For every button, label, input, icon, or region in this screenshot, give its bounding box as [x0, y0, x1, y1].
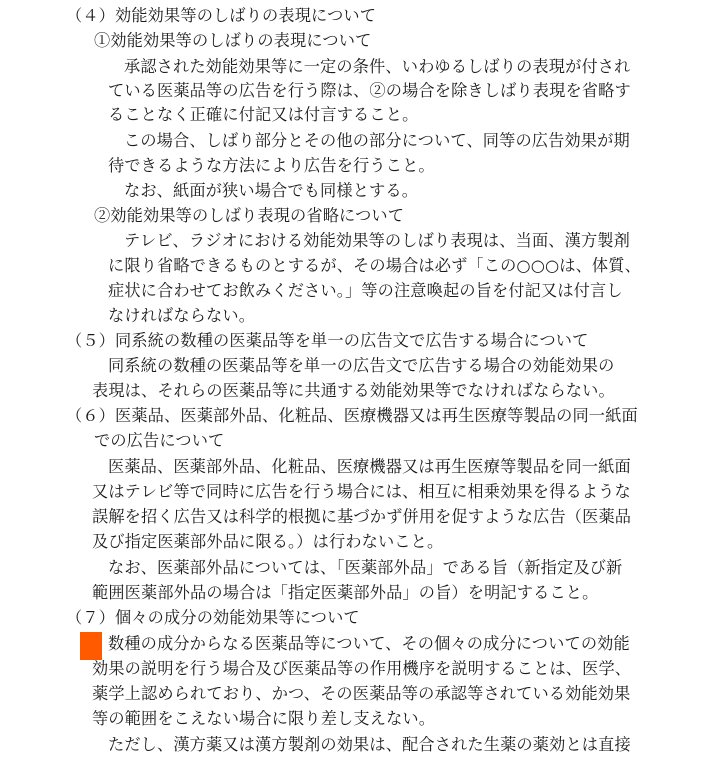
paragraph-line: なければならない。: [108, 306, 256, 325]
paragraph-line: 表現は、それらの医薬品等に共通する効能効果等でなければならない。: [92, 381, 615, 400]
paragraph-line: 症状に合わせてお飲みください。」等の注意喚起の旨を付記又は付言し: [108, 281, 623, 300]
paragraph-line: この場合、しばり部分とその他の部分について、同等の広告効果が期: [124, 131, 630, 150]
heading-5: （５）同系統の数種の医薬品等を単一の広告文で広告する場合について: [66, 331, 589, 350]
subheading-4-1: ①効能効果等のしばりの表現について: [94, 31, 372, 50]
heading-7: （７）個々の成分の効能効果等について: [66, 608, 360, 627]
paragraph-line: 薬学上認められており、かつ、その医薬品等の承認等されている効能効果: [92, 684, 631, 703]
heading-6-cont: での広告について: [94, 431, 225, 450]
paragraph-line: 同系統の数種の医薬品等を単一の広告文で広告する場合の効能効果の: [108, 356, 615, 375]
paragraph-line: 承認された効能効果等に一定の条件、いわゆるしばりの表現が付され: [124, 57, 631, 76]
paragraph-line: 範囲医薬部外品の場合は「指定医薬部外品」の旨）を明記すること。: [92, 583, 599, 602]
paragraph-line: 又はテレビ等で同時に広告を行う場合には、相互に相乗効果を得るような: [92, 482, 631, 501]
paragraph-line: 誤解を招く広告又は科学的根拠に基づかず併用を促すような広告（医薬品: [92, 507, 632, 526]
paragraph-line: に限り省略できるものとするが、その場合は必ず「この○○○は、体質、: [108, 256, 641, 275]
paragraph-line: なお、紙面が狭い場合でも同様とする。: [124, 181, 419, 200]
highlight-marker: [80, 632, 102, 660]
heading-4: （４）効能効果等のしばりの表現について: [66, 6, 377, 25]
paragraph-line: ている医薬品等の広告を行う際は、②の場合を除きしばり表現を省略す: [108, 81, 631, 100]
paragraph-line: ることなく正確に付記又は付言すること。: [108, 105, 419, 124]
paragraph-line: 医薬品、医薬部外品、化粧品、医療機器又は再生医療等製品を同一紙面: [108, 457, 631, 476]
heading-6: （６）医薬品、医薬部外品、化粧品、医療機器又は再生医療等製品の同一紙面: [66, 406, 638, 425]
subheading-4-2: ②効能効果等のしばり表現の省略について: [94, 206, 405, 225]
paragraph-line: 及び指定医薬部外品に限る。）は行わないこと。: [92, 532, 444, 551]
paragraph-line: 待できるような方法により広告を行うこと。: [108, 156, 435, 175]
paragraph-line: ただし、漢方薬又は漢方製剤の効果は、配合された生薬の薬効とは直接: [108, 735, 631, 754]
paragraph-line: テレビ、ラジオにおける効能効果等のしばり表現は、当面、漢方製剤: [124, 231, 630, 250]
paragraph-line: 等の範囲をこえない場合に限り差し支えない。: [92, 709, 436, 728]
paragraph-line: 効果の説明を行う場合及び医薬品等の作用機序を説明することは、医学、: [92, 659, 632, 678]
paragraph-line: 数種の成分からなる医薬品等について、その個々の成分についての効能: [108, 634, 630, 653]
paragraph-line: なお、医薬部外品については、「医薬部外品」である旨（新指定及び新: [108, 558, 623, 577]
